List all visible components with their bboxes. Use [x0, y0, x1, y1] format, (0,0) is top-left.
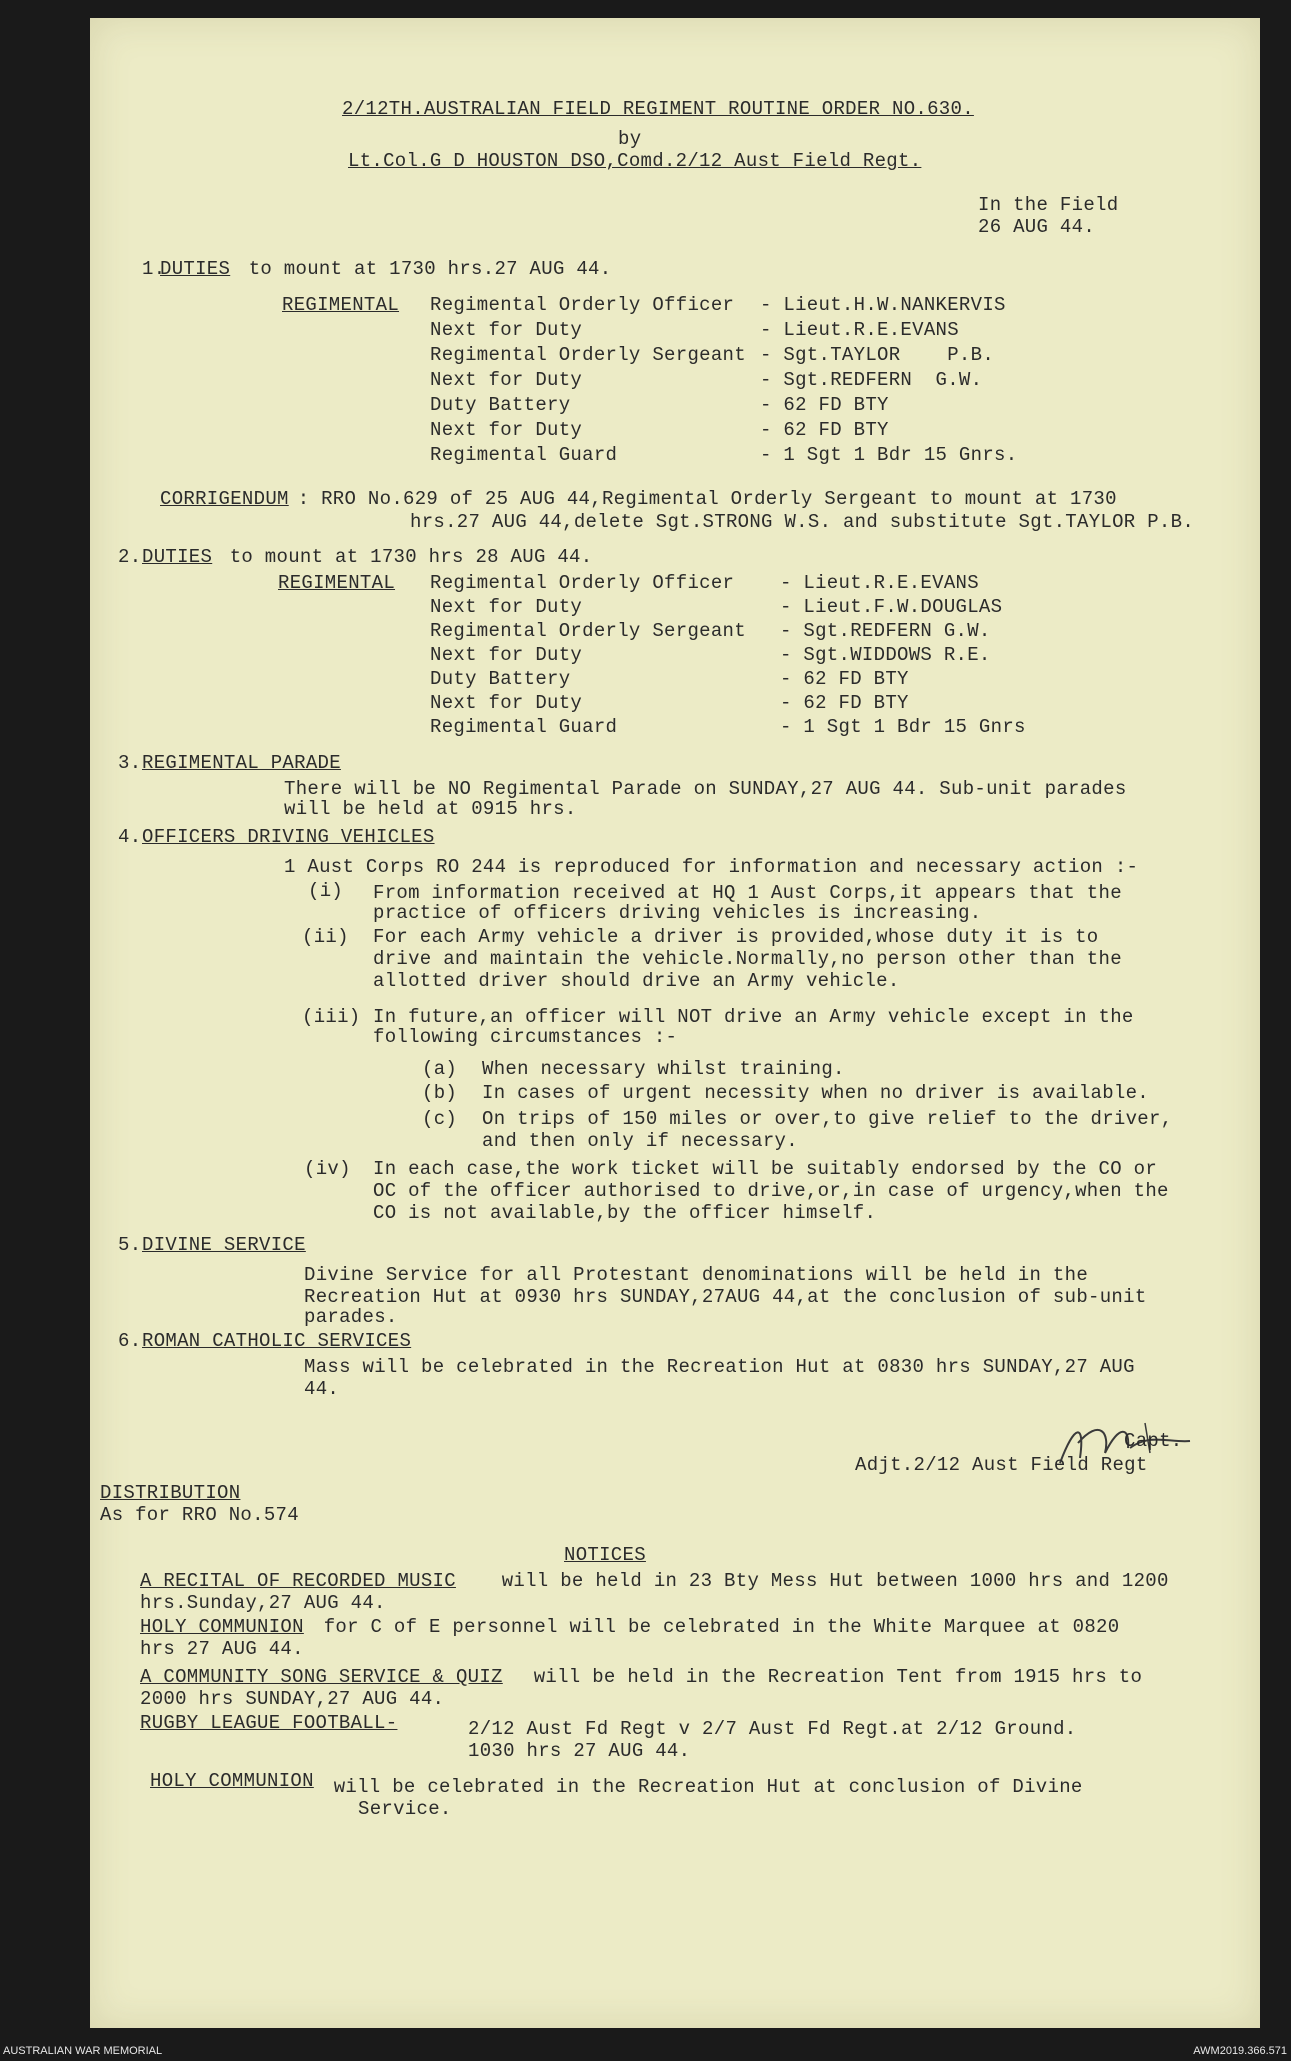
footer-accession-number: AWM2019.366.571: [1193, 2045, 1287, 2057]
document-title: 2/12TH.AUSTRALIAN FIELD REGIMENT ROUTINE ORDER NO.630.: [342, 98, 974, 120]
distribution-text: As for RRO No.574: [100, 1504, 299, 1526]
item-a-text: When necessary whilst training.: [482, 1058, 845, 1080]
notice-3-heading: A COMMUNITY SONG SERVICE & QUIZ: [140, 1666, 503, 1688]
section-1-heading: DUTIES: [160, 258, 231, 280]
s1-role-2: Regimental Orderly Sergeant: [430, 344, 746, 366]
notice-3-line-1: will be held in the Recreation Tent from 1915 hrs to: [522, 1666, 1143, 1688]
item-c-line-1: On trips of 150 miles or over,to give relief to the driver,: [482, 1108, 1173, 1130]
notice-5-line-1: will be celebrated in the Recreation Hut at conclusion of Divine: [322, 1776, 1083, 1798]
footer-credit: AUSTRALIAN WAR MEMORIAL: [3, 2045, 163, 2057]
item-i-line-1: From information received at HQ 1 Aust Corps,it appears that the: [373, 882, 1122, 904]
notice-1-line-2: hrs.Sunday,27 AUG 44.: [140, 1592, 386, 1614]
place: In the Field: [978, 194, 1119, 216]
section-5-line-2: Recreation Hut at 0930 hrs SUNDAY,27AUG 44,at the conclusion of sub-unit: [304, 1286, 1147, 1308]
item-iii-line-1: In future,an officer will NOT drive an Army vehicle except in the: [373, 1006, 1134, 1028]
section-3-line-2: will be held at 0915 hrs.: [284, 798, 577, 820]
item-ii-line-1: For each Army vehicle a driver is provided,whose duty it is to: [373, 926, 1099, 948]
s2-name-0: - Lieut.R.E.EVANS: [780, 572, 979, 594]
s1-role-4: Duty Battery: [430, 394, 571, 416]
item-a-label: (a): [422, 1058, 458, 1080]
item-ii-line-2: drive and maintain the vehicle.Normally,no person other than the: [373, 948, 1122, 970]
s2-name-1: - Lieut.F.W.DOUGLAS: [780, 596, 1003, 618]
distribution-heading: DISTRIBUTION: [100, 1482, 241, 1504]
corrigendum-heading: CORRIGENDUM: [160, 488, 289, 510]
item-i-label: (i): [308, 880, 344, 902]
s1-name-0: - Lieut.H.W.NANKERVIS: [760, 294, 1006, 316]
item-i-line-2: practice of officers driving vehicles is increasing.: [373, 902, 982, 924]
s2-name-3: - Sgt.WIDDOWS R.E.: [780, 644, 991, 666]
section-3-number: 3.: [118, 752, 142, 774]
section-1-number: 1.: [142, 258, 166, 280]
notice-2-line-1: for C of E personnel will be celebrated in the White Marquee at 0820: [312, 1616, 1120, 1638]
item-ii-line-3: allotted driver should drive an Army vehicle.: [373, 970, 900, 992]
item-b-text: In cases of urgent necessity when no driver is available.: [482, 1082, 1150, 1104]
section-2-heading: DUTIES: [142, 546, 213, 568]
corrigendum-line-2: hrs.27 AUG 44,delete Sgt.STRONG W.S. and substitute Sgt.TAYLOR P.B.: [410, 511, 1195, 533]
item-iv-line-2: OC of the officer authorised to drive,or,in case of urgency,when the: [373, 1180, 1169, 1202]
notice-3-line-2: 2000 hrs SUNDAY,27 AUG 44.: [140, 1688, 445, 1710]
item-ii-label: (ii): [302, 926, 349, 948]
item-c-label: (c): [422, 1108, 458, 1130]
section-4-heading: OFFICERS DRIVING VEHICLES: [142, 826, 435, 848]
section-6-line-2: 44.: [304, 1378, 340, 1400]
section-4-number: 4.: [118, 826, 142, 848]
s2-role-6: Regimental Guard: [430, 716, 618, 738]
section-5-number: 5.: [118, 1234, 142, 1256]
section-2-group: REGIMENTAL: [278, 572, 396, 594]
item-iv-line-3: CO is not available,by the officer himself.: [373, 1202, 877, 1224]
notice-2-heading: HOLY COMMUNION: [140, 1616, 304, 1638]
s2-role-2: Regimental Orderly Sergeant: [430, 620, 746, 642]
signoff-title: Adjt.2/12 Aust Field Regt: [855, 1454, 1148, 1476]
s2-name-4: - 62 FD BTY: [780, 668, 909, 690]
s1-name-6: - 1 Sgt 1 Bdr 15 Gnrs.: [760, 444, 1018, 466]
item-iv-label: (iv): [304, 1158, 351, 1180]
section-6-line-1: Mass will be celebrated in the Recreation Hut at 0830 hrs SUNDAY,27 AUG: [304, 1356, 1135, 1378]
s1-name-4: - 62 FD BTY: [760, 394, 889, 416]
section-3-heading: REGIMENTAL PARADE: [142, 752, 341, 774]
section-1-group: REGIMENTAL: [282, 294, 400, 316]
s1-role-5: Next for Duty: [430, 419, 583, 441]
footer-bar: [0, 2029, 1291, 2061]
item-iii-label: (iii): [302, 1006, 361, 1028]
item-iii-line-2: following circumstances :-: [373, 1026, 678, 1048]
s2-name-6: - 1 Sgt 1 Bdr 15 Gnrs: [780, 716, 1026, 738]
s1-name-1: - Lieut.R.E.EVANS: [760, 319, 959, 341]
section-5-heading: DIVINE SERVICE: [142, 1234, 306, 1256]
s2-role-1: Next for Duty: [430, 596, 583, 618]
s1-name-5: - 62 FD BTY: [760, 419, 889, 441]
section-2-text: to mount at 1730 hrs 28 AUG 44.: [218, 546, 593, 568]
notice-4-line-1: 2/12 Aust Fd Regt v 2/7 Aust Fd Regt.at 2/12 Ground.: [468, 1718, 1077, 1740]
section-4-intro: 1 Aust Corps RO 244 is reproduced for information and necessary action :-: [284, 856, 1139, 878]
section-6-heading: ROMAN CATHOLIC SERVICES: [142, 1330, 412, 1352]
section-1-text: to mount at 1730 hrs.27 AUG 44.: [237, 258, 612, 280]
s1-role-0: Regimental Orderly Officer: [430, 294, 735, 316]
by-line: by: [618, 128, 642, 150]
section-6-number: 6.: [118, 1330, 142, 1352]
item-iv-line-1: In each case,the work ticket will be suitably endorsed by the CO or: [373, 1158, 1158, 1180]
s2-name-2: - Sgt.REDFERN G.W.: [780, 620, 991, 642]
notice-5-heading: HOLY COMMUNION: [150, 1770, 314, 1792]
author-line: Lt.Col.G D HOUSTON DSO,Comd.2/12 Aust Field Regt.: [348, 150, 922, 172]
notice-1-heading: A RECITAL OF RECORDED MUSIC: [140, 1570, 456, 1592]
notice-5-line-2: Service.: [358, 1798, 452, 1820]
s1-name-3: - Sgt.REDFERN G.W.: [760, 369, 983, 391]
notices-heading: NOTICES: [564, 1544, 646, 1566]
notice-4-line-2: 1030 hrs 27 AUG 44.: [468, 1740, 691, 1762]
document-page: [90, 18, 1260, 2028]
section-2-number: 2.: [118, 546, 142, 568]
item-b-label: (b): [422, 1082, 458, 1104]
s2-role-0: Regimental Orderly Officer: [430, 572, 735, 594]
order-date: 26 AUG 44.: [978, 216, 1096, 238]
signoff-rank: Capt.: [1124, 1430, 1183, 1452]
corrigendum-line-1: : RRO No.629 of 25 AUG 44,Regimental Orderly Sergeant to mount at 1730: [286, 488, 1117, 510]
s1-role-6: Regimental Guard: [430, 444, 618, 466]
s2-role-5: Next for Duty: [430, 692, 583, 714]
s2-role-3: Next for Duty: [430, 644, 583, 666]
s1-role-3: Next for Duty: [430, 369, 583, 391]
s2-name-5: - 62 FD BTY: [780, 692, 909, 714]
s2-role-4: Duty Battery: [430, 668, 571, 690]
section-5-line-1: Divine Service for all Protestant denominations will be held in the: [304, 1264, 1089, 1286]
section-3-line-1: There will be NO Regimental Parade on SUNDAY,27 AUG 44. Sub-unit parades: [284, 778, 1127, 800]
notice-1-line-1: will be held in 23 Bty Mess Hut between 1000 hrs and 1200: [490, 1570, 1169, 1592]
s1-role-1: Next for Duty: [430, 319, 583, 341]
item-c-line-2: and then only if necessary.: [482, 1130, 798, 1152]
notice-4-heading: RUGBY LEAGUE FOOTBALL-: [140, 1712, 398, 1734]
section-5-line-3: parades.: [304, 1306, 398, 1328]
notice-2-line-2: hrs 27 AUG 44.: [140, 1638, 304, 1660]
s1-name-2: - Sgt.TAYLOR P.B.: [760, 344, 995, 366]
